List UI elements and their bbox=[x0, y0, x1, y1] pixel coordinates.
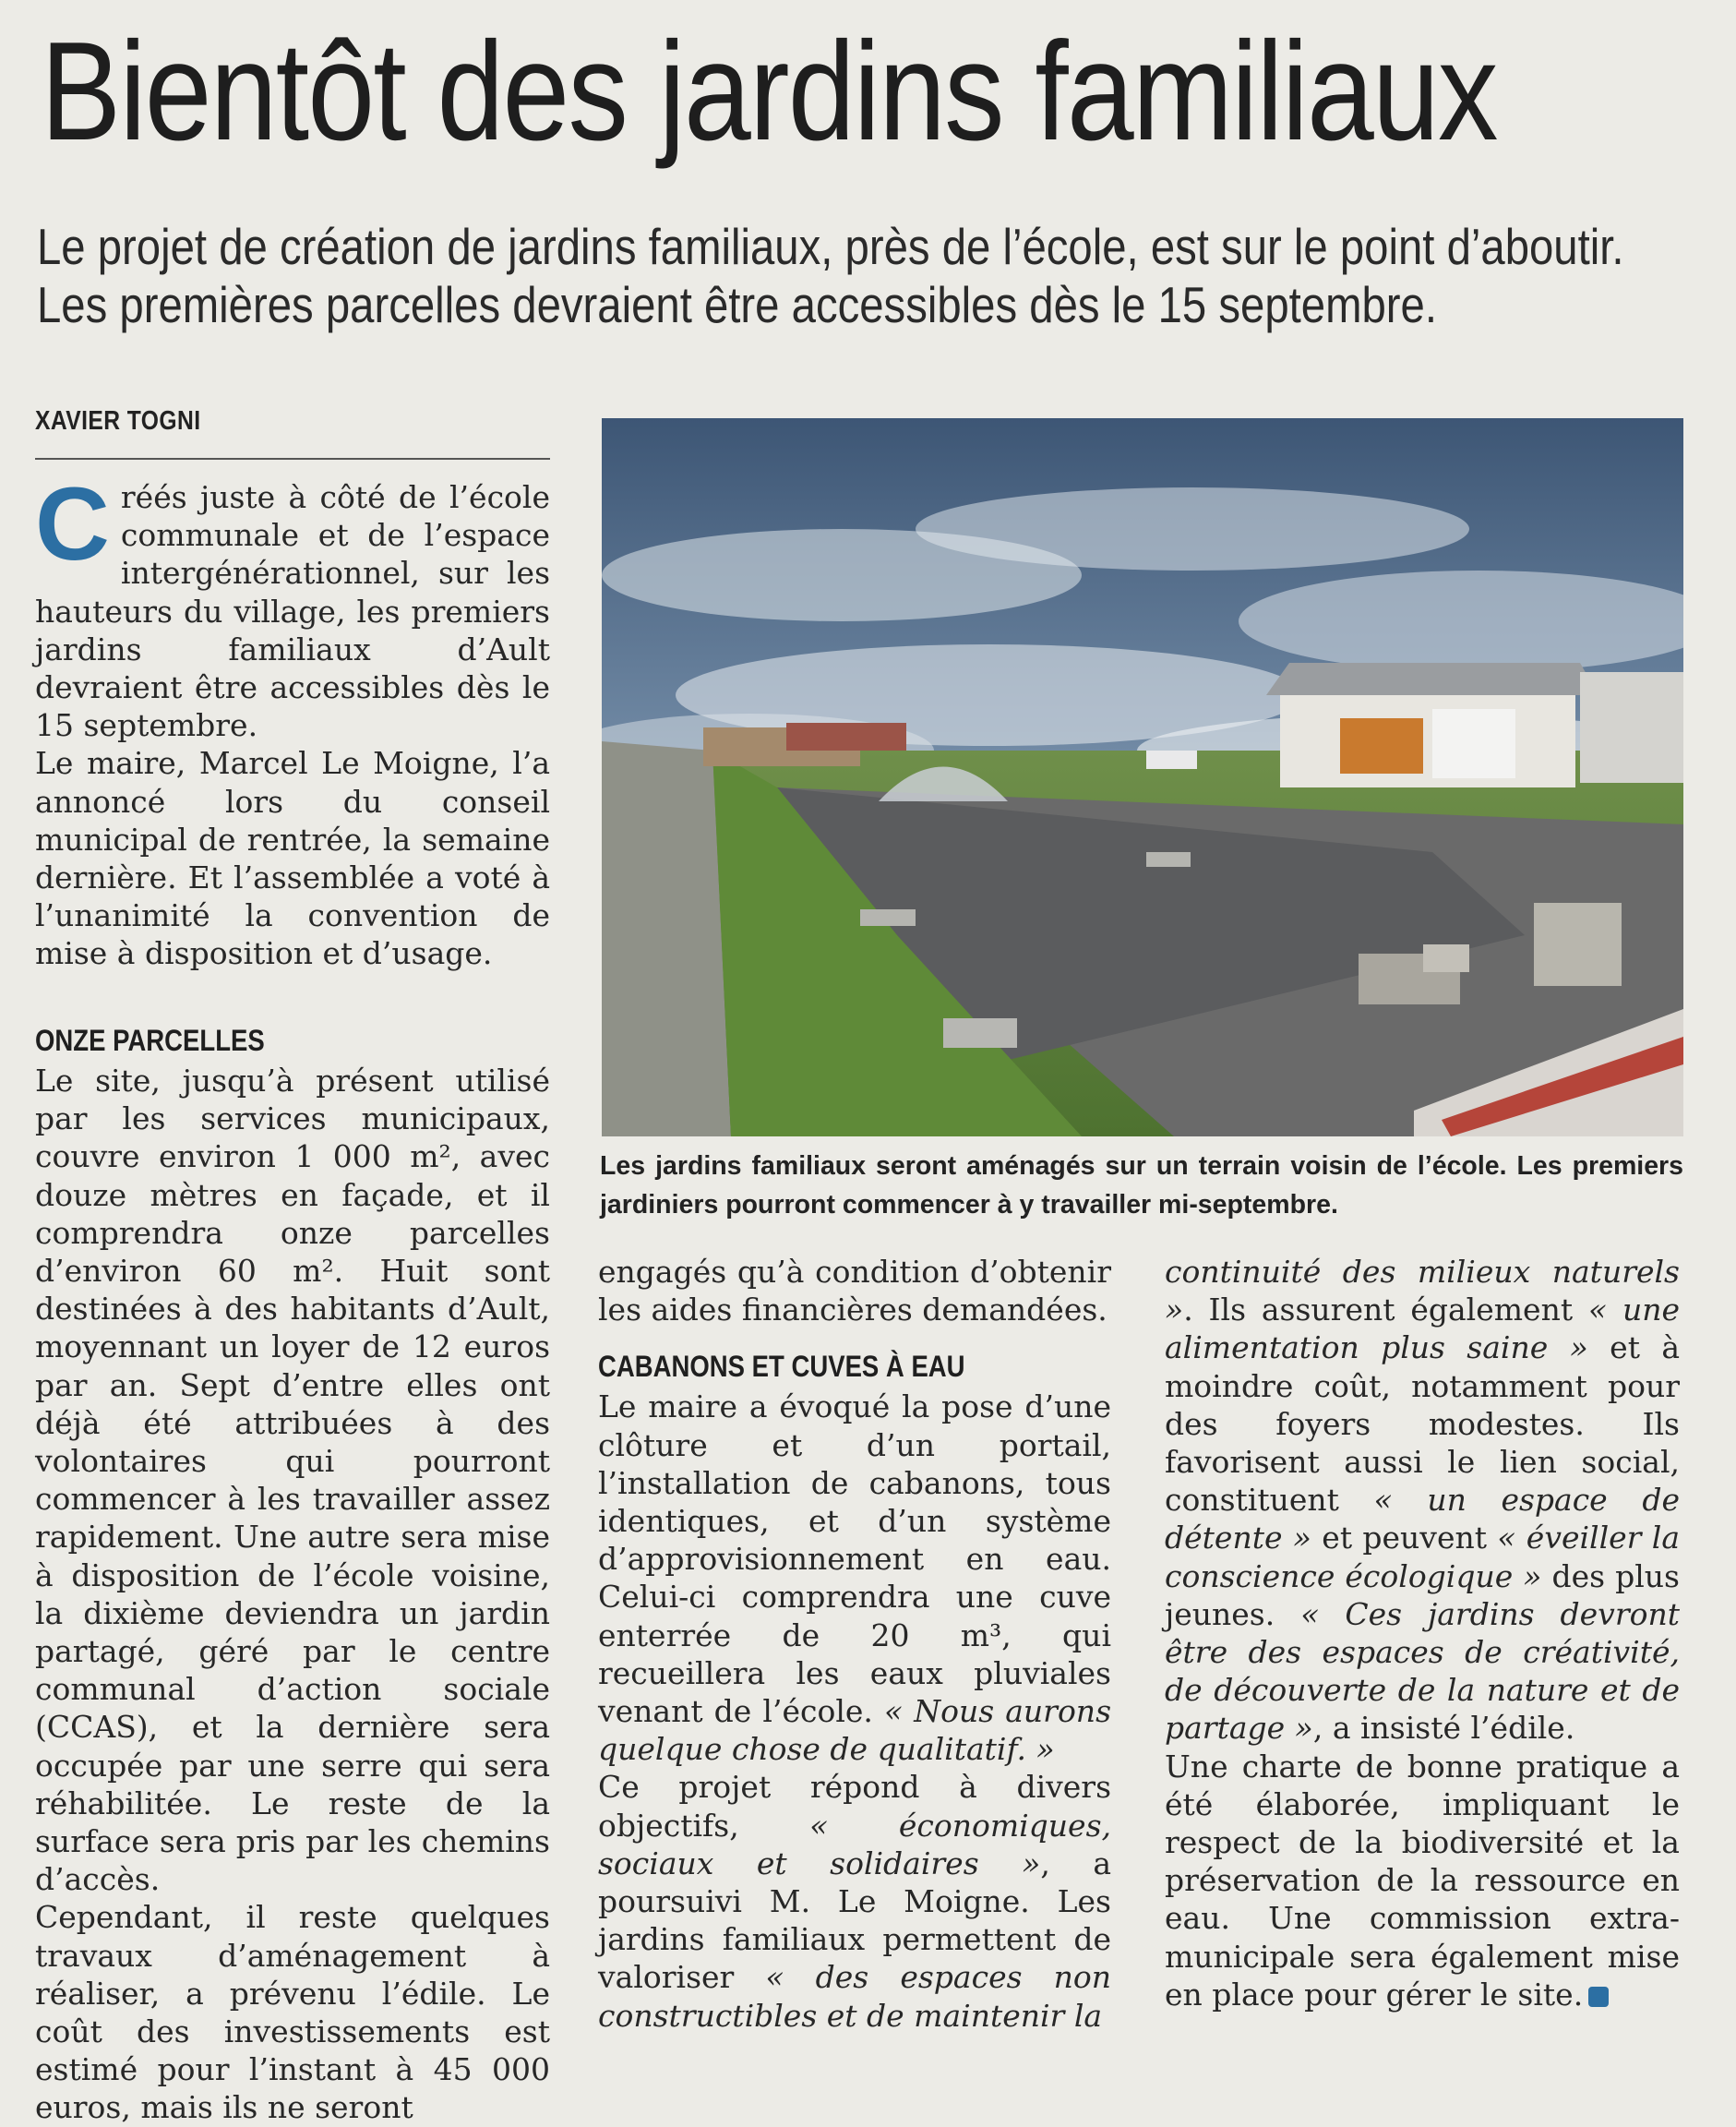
col2-paragraph-1-text: Le maire a évoqué la pose d’une clôture et d’un portail, l’installation de cabanons, tous identiques, et d’un système d’approvisionnement en eau. Celui-ci comprendra une cuve enterrée de 20 m³, qui recueillera les eaux pluviales venant de l’école. bbox=[598, 1388, 1111, 1730]
intro-paragraph-2: Le maire, Marcel Le Moigne, l’a annoncé lors du conseil municipal de rentrée, la semaine dernière. Et l’assemblée a voté à l’unanimité la convention de mise à disposition et d’usage. bbox=[35, 745, 550, 972]
col2-continuation: engagés qu’à condition d’obtenir les aides financières demandées. bbox=[598, 1254, 1111, 1328]
col2-paragraph-1 bbox=[598, 1388, 1111, 1768]
section-onze-parcelles bbox=[35, 1019, 550, 2127]
garden-plot-photo bbox=[602, 418, 1683, 1136]
end-mark-icon bbox=[1588, 1987, 1609, 2007]
col2-p2-quote-2: « des espaces non constructibles et de maintenir la bbox=[598, 1959, 1111, 2034]
intro-block bbox=[35, 466, 550, 973]
col3-t2: et à moindre coût, notamment pour des foyers modestes. Ils favorisent aussi le lien social, constituent bbox=[1165, 1329, 1680, 1519]
photo-caption: Les jardins familiaux seront aménagés sur un terrain voisin de l’école. Les premiers jardiniers pourront commencer à y travailler mi-septembre. bbox=[600, 1151, 1683, 1220]
col3-quote-3: « éveiller la conscience écologique » bbox=[1165, 1520, 1680, 1594]
headline: Bientôt des jardins familiaux bbox=[41, 13, 1497, 170]
section-title-onze-parcelles: ONZE PARCELLES bbox=[35, 1024, 265, 1057]
byline-rule bbox=[35, 458, 550, 460]
col3-paragraph-1 bbox=[1165, 1253, 1680, 1748]
col3-quote-2: « un espace de détente » bbox=[1165, 1482, 1680, 1556]
col3-t4: des plus jeunes. bbox=[1165, 1557, 1680, 1632]
col3-t3: et peuvent bbox=[1322, 1520, 1487, 1556]
section1-paragraph-1: Le site, jusqu’à présent utilisé par les services municipaux, couvre environ 1 000 m², avec douze mètres en façade, et il comprendra onze parcelles d’environ 60 m². Huit sont destinées à des habitants d’Ault, moyennant un loyer de 12 euros par an. Sept d’entre elles ont déjà été attribuées à des volontaires qui pourront commencer à les travailler assez rapidement. Une autre sera mise à disposition de l’école voisine, la dixième deviendra un jardin partagé, géré par le centre communal d’action sociale (CCAS), et la dernière sera occupée par une serre qui sera réhabilitée. Le reste de la surface sera pris par les chemins d’accès. bbox=[35, 1063, 550, 1898]
col3-paragraph-2 bbox=[1165, 1748, 1680, 2013]
intro-paragraph-1 bbox=[35, 466, 550, 744]
col3-t1: . Ils assurent également bbox=[1183, 1292, 1574, 1328]
col2-quote-1: « Nous aurons quelque chose de qualitatif. » bbox=[598, 1693, 1111, 1768]
section1-paragraph-2: Cependant, il reste quelques travaux d’aménagement à réaliser, a prévenu l’édile. Le coût des investissements est estimé pour l’instant à 45 000 euros, mais ils ne seront bbox=[35, 1899, 550, 2126]
standfirst-line-2: Les premières parcelles devraient être accessibles dès le 15 septembre. bbox=[37, 276, 1437, 333]
photo-illustration bbox=[602, 418, 1683, 1136]
drop-cap: C bbox=[35, 466, 110, 582]
col3-paragraph-2-text: Une charte de bonne pratique a été élaborée, impliquant le respect de la biodiversité et la préservation de la ressource en eau. Une commission extra-municipale sera également mise en place pour gérer le site. bbox=[1165, 1748, 1680, 2013]
col2-p2-b: , a poursuivi M. Le Moigne. Les jardins familiaux permettent de valoriser bbox=[598, 1845, 1111, 1996]
standfirst-line-1: Le projet de création de jardins familiaux, près de l’école, est sur le point d’aboutir. bbox=[37, 218, 1624, 275]
col3-t5: , a insisté l’édile. bbox=[1312, 1710, 1575, 1747]
section-title-cabanons: CABANONS ET CUVES À EAU bbox=[598, 1350, 965, 1384]
col2-paragraph-2 bbox=[598, 1768, 1111, 2034]
col3-quote-cont: continuité des milieux naturels » bbox=[1165, 1254, 1680, 1328]
standfirst bbox=[37, 218, 1624, 334]
byline: XAVIER TOGNI bbox=[35, 406, 201, 436]
column-2 bbox=[598, 1253, 1111, 2035]
col2-p2-quote-1: « économiques, sociaux et solidaires » bbox=[598, 1807, 1111, 1881]
col3-quote-1: « une alimentation plus saine » bbox=[1165, 1292, 1680, 1366]
col2-p2-a: Ce projet répond à divers objectifs, bbox=[598, 1769, 1111, 1844]
col3-quote-4: « Ces jardins devront être des espaces de créativité, de découverte de la nature et de partage » bbox=[1165, 1595, 1680, 1747]
column-3 bbox=[1165, 1253, 1680, 2013]
intro-paragraph-1-text: réés juste à côté de l’école communale et de l’espace intergénérationnel, sur les hauteurs du village, les premiers jardins familiaux d’Ault devraient être accessibles dès le 15 septembre. bbox=[35, 479, 550, 744]
